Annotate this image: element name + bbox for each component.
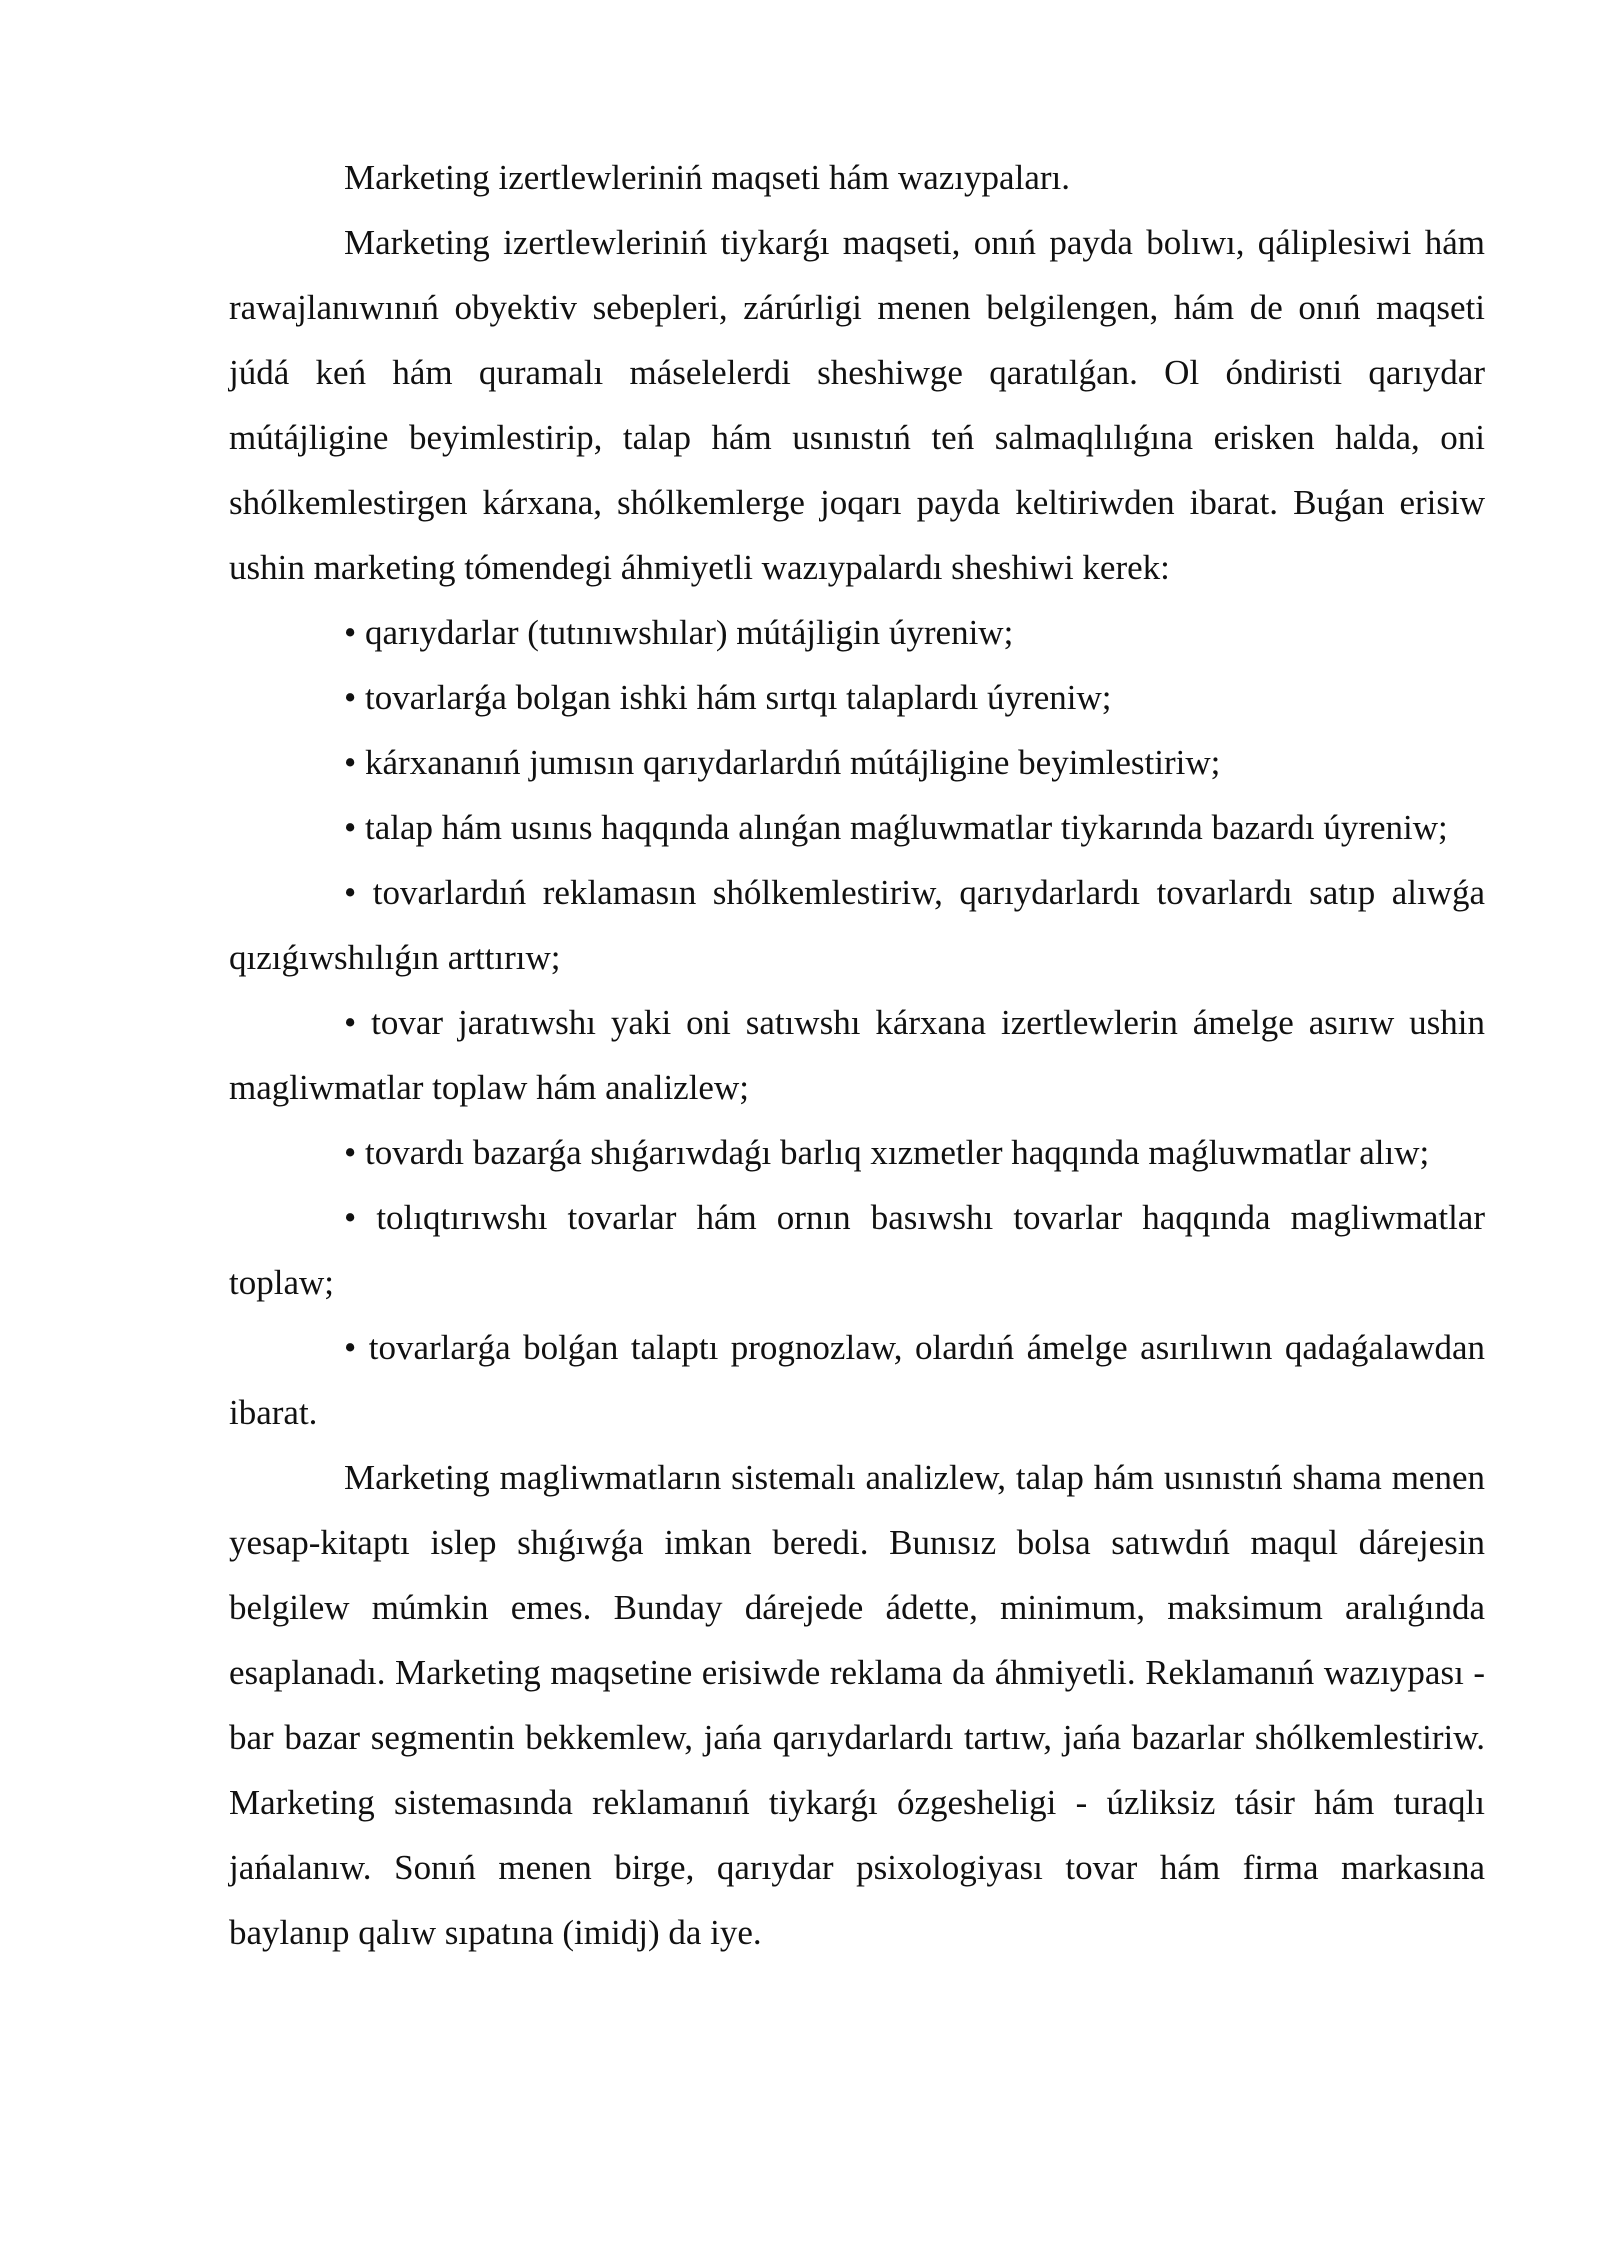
bullet-item: • tovarlardıń reklamasın shólkemlestiriw, qarıydarlardı tovarlardı satıp alıwǵa qızıǵıwshılıǵın arttırıw; bbox=[229, 873, 1485, 977]
bullet-item: • kárxananıń jumısın qarıydarlardıń mútájligine beyimlestiriw; bbox=[344, 743, 1221, 782]
bullet-item: • qarıydarlar (tutınıwshılar) mútájligin úyreniw; bbox=[344, 613, 1014, 652]
document-page bbox=[229, 145, 1485, 1965]
bullet-item: • talap hám usınıs haqqında alınǵan maǵluwmatlar tiykarında bazardı úyreniw; bbox=[344, 808, 1448, 847]
bullet-item: • tovar jaratıwshı yaki oni satıwshı kárxana izertlewlerin ámelge asırıw ushin magliwmatlar toplaw hám analizlew; bbox=[229, 1003, 1485, 1107]
closing-paragraph: Marketing magliwmatların sistemalı analizlew, talap hám usınıstıń shama menen yesap-kitaptı islep shıǵıwǵa imkan beredi. Bunısız bolsa satıwdıń maqul dárejesin belgilew múmkin emes. Bunday dárejede ádette, minimum, maksimum aralıǵında esaplanadı. Marketing maqsetine erisiwde reklama da áhmiyetli. Reklamanıń wazıypası - bar bazar segmentin bekkemlew, jańa qarıydarlardı tartıw, jańa bazarlar shólkemlestiriw. Marketing sistemasında reklamanıń tiykarǵı ózgesheligi - úzliksiz tásir hám turaqlı jańalanıw. Sonıń menen birge, qarıydar psixologiyası tovar hám firma markasına baylanıp qalıw sıpatına (imidj) da iye. bbox=[229, 1458, 1485, 1952]
document-heading: Marketing izertlewleriniń maqseti hám wazıypaları. bbox=[344, 158, 1070, 197]
bullet-item: • tolıqtırıwshı tovarlar hám ornın basıwshı tovarlar haqqında magliwmatlar toplaw; bbox=[229, 1198, 1485, 1302]
bullet-item: • tovarlarǵa bolǵan talaptı prognozlaw, olardıń ámelge asırılıwın qadaǵalawdan ibarat. bbox=[229, 1328, 1485, 1432]
intro-paragraph: Marketing izertlewleriniń tiykarǵı maqseti, onıń payda bolıwı, qáliplesiwi hám rawajlanıwınıń obyektiv sebepleri, zárúrligi menen belgilengen, hám de onıń maqseti júdá keń hám quramalı máselelerdi sheshiwge qaratılǵan. Ol óndiristi qarıydar mútájligine beyimlestirip, talap hám usınıstıń teń salmaqlılıǵına erisken halda, oni shólkemlestirgen kárxana, shólkemlerge joqarı payda keltiriwden ibarat. Buǵan erisiw ushin marketing tómendegi áhmiyetli wazıypalardı sheshiwi kerek: bbox=[229, 223, 1485, 587]
bullet-item: • tovardı bazarǵa shıǵarıwdaǵı barlıq xızmetler haqqında maǵluwmatlar alıw; bbox=[344, 1133, 1430, 1172]
bullet-item: • tovarlarǵa bolgan ishki hám sırtqı talaplardı úyreniw; bbox=[344, 678, 1112, 717]
